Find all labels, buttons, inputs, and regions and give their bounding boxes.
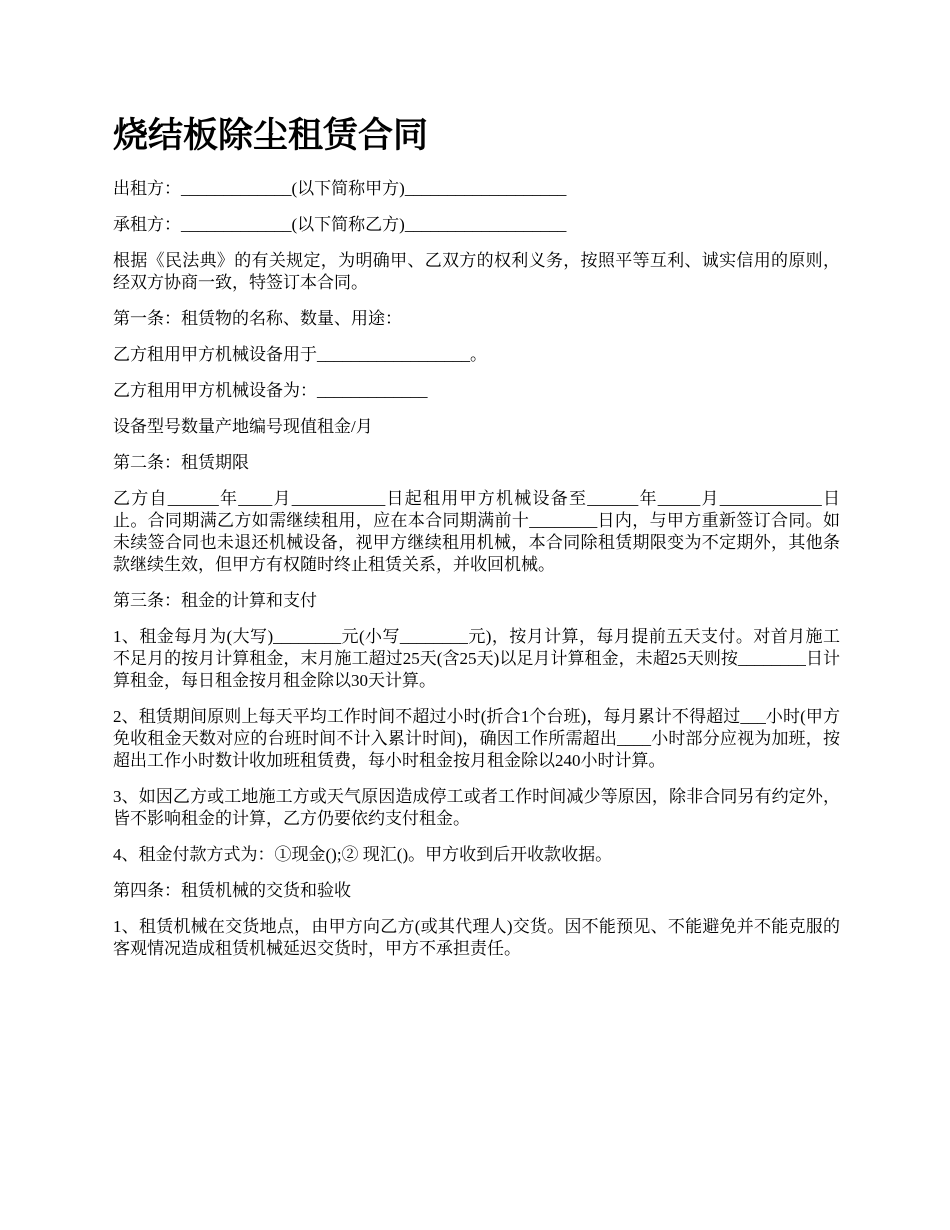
delivery-clause-1: 1、租赁机械在交货地点，由甲方向乙方(或其代理人)交货。因不能预见、不能避免并不能克服的客观情况造成租赁机械延迟交货时，甲方不承担责任。 <box>113 917 840 958</box>
rent-clause-1: 1、租金每月为(大写)________元(小写________元)，按月计算，每月提前五天支付。对首月施工不足月的按月计算租金，末月施工超过25天(含25天)以足月计算租金，未超25天则按________日计算租金，每日租金按月租金除以30天计算。 <box>113 627 840 690</box>
lessor-line: 出租方：_____________(以下简称甲方)___________________ <box>113 179 567 198</box>
article-1-heading: 第一条：租赁物的名称、数量、用途： <box>113 309 402 328</box>
article-2-heading: 第二条：租赁期限 <box>113 453 249 472</box>
document-page <box>113 110 840 974</box>
lessee-line: 承租方：_____________(以下简称乙方)___________________ <box>113 215 567 234</box>
rent-clause-3: 3、如因乙方或工地施工方或天气原因造成停工或者工作时间减少等原因，除非合同另有约定外，皆不影响租金的计算，乙方仍要依约支付租金。 <box>113 787 840 828</box>
rent-clause-2: 2、租赁期间原则上每天平均工作时间不超过小时(折合1个台班)，每月累计不得超过___小时(甲方免收租金天数对应的台班时间不计入累计时间)，确因工作所需超出____小时部分应视为加班，按超出工作小时数计收加班租赁费，每小时租金按月租金除以240小时计算。 <box>113 707 840 770</box>
equipment-list-line: 乙方租用甲方机械设备为：_____________ <box>113 381 428 400</box>
preamble-paragraph: 根据《民法典》的有关规定，为明确甲、乙双方的权利义务，按照平等互利、诚实信用的原则，经双方协商一致，特签订本合同。 <box>113 251 840 292</box>
lease-term-paragraph: 乙方自______年____月___________日起租用甲方机械设备至______年_____月____________日止。合同期满乙方如需继续租用，应在本合同期满前十________日内，与甲方重新签订合同。如未续签合同也未退还机械设备，视甲方继续租用机械，本合同除租赁期限变为不定期外，其他条款继续生效，但甲方有权随时终止租赁关系，并收回机械。 <box>113 489 840 574</box>
article-3-heading: 第三条：租金的计算和支付 <box>113 591 317 610</box>
equipment-columns-line: 设备型号数量产地编号现值租金/月 <box>113 417 373 436</box>
document-title: 烧结板除尘租赁合同 <box>113 115 429 156</box>
rent-clause-4: 4、租金付款方式为：①现金();② 现汇()。甲方收到后开收款收据。 <box>113 845 613 864</box>
equipment-usage-line: 乙方租用甲方机械设备用于__________________。 <box>113 345 487 364</box>
article-4-heading: 第四条：租赁机械的交货和验收 <box>113 881 351 900</box>
